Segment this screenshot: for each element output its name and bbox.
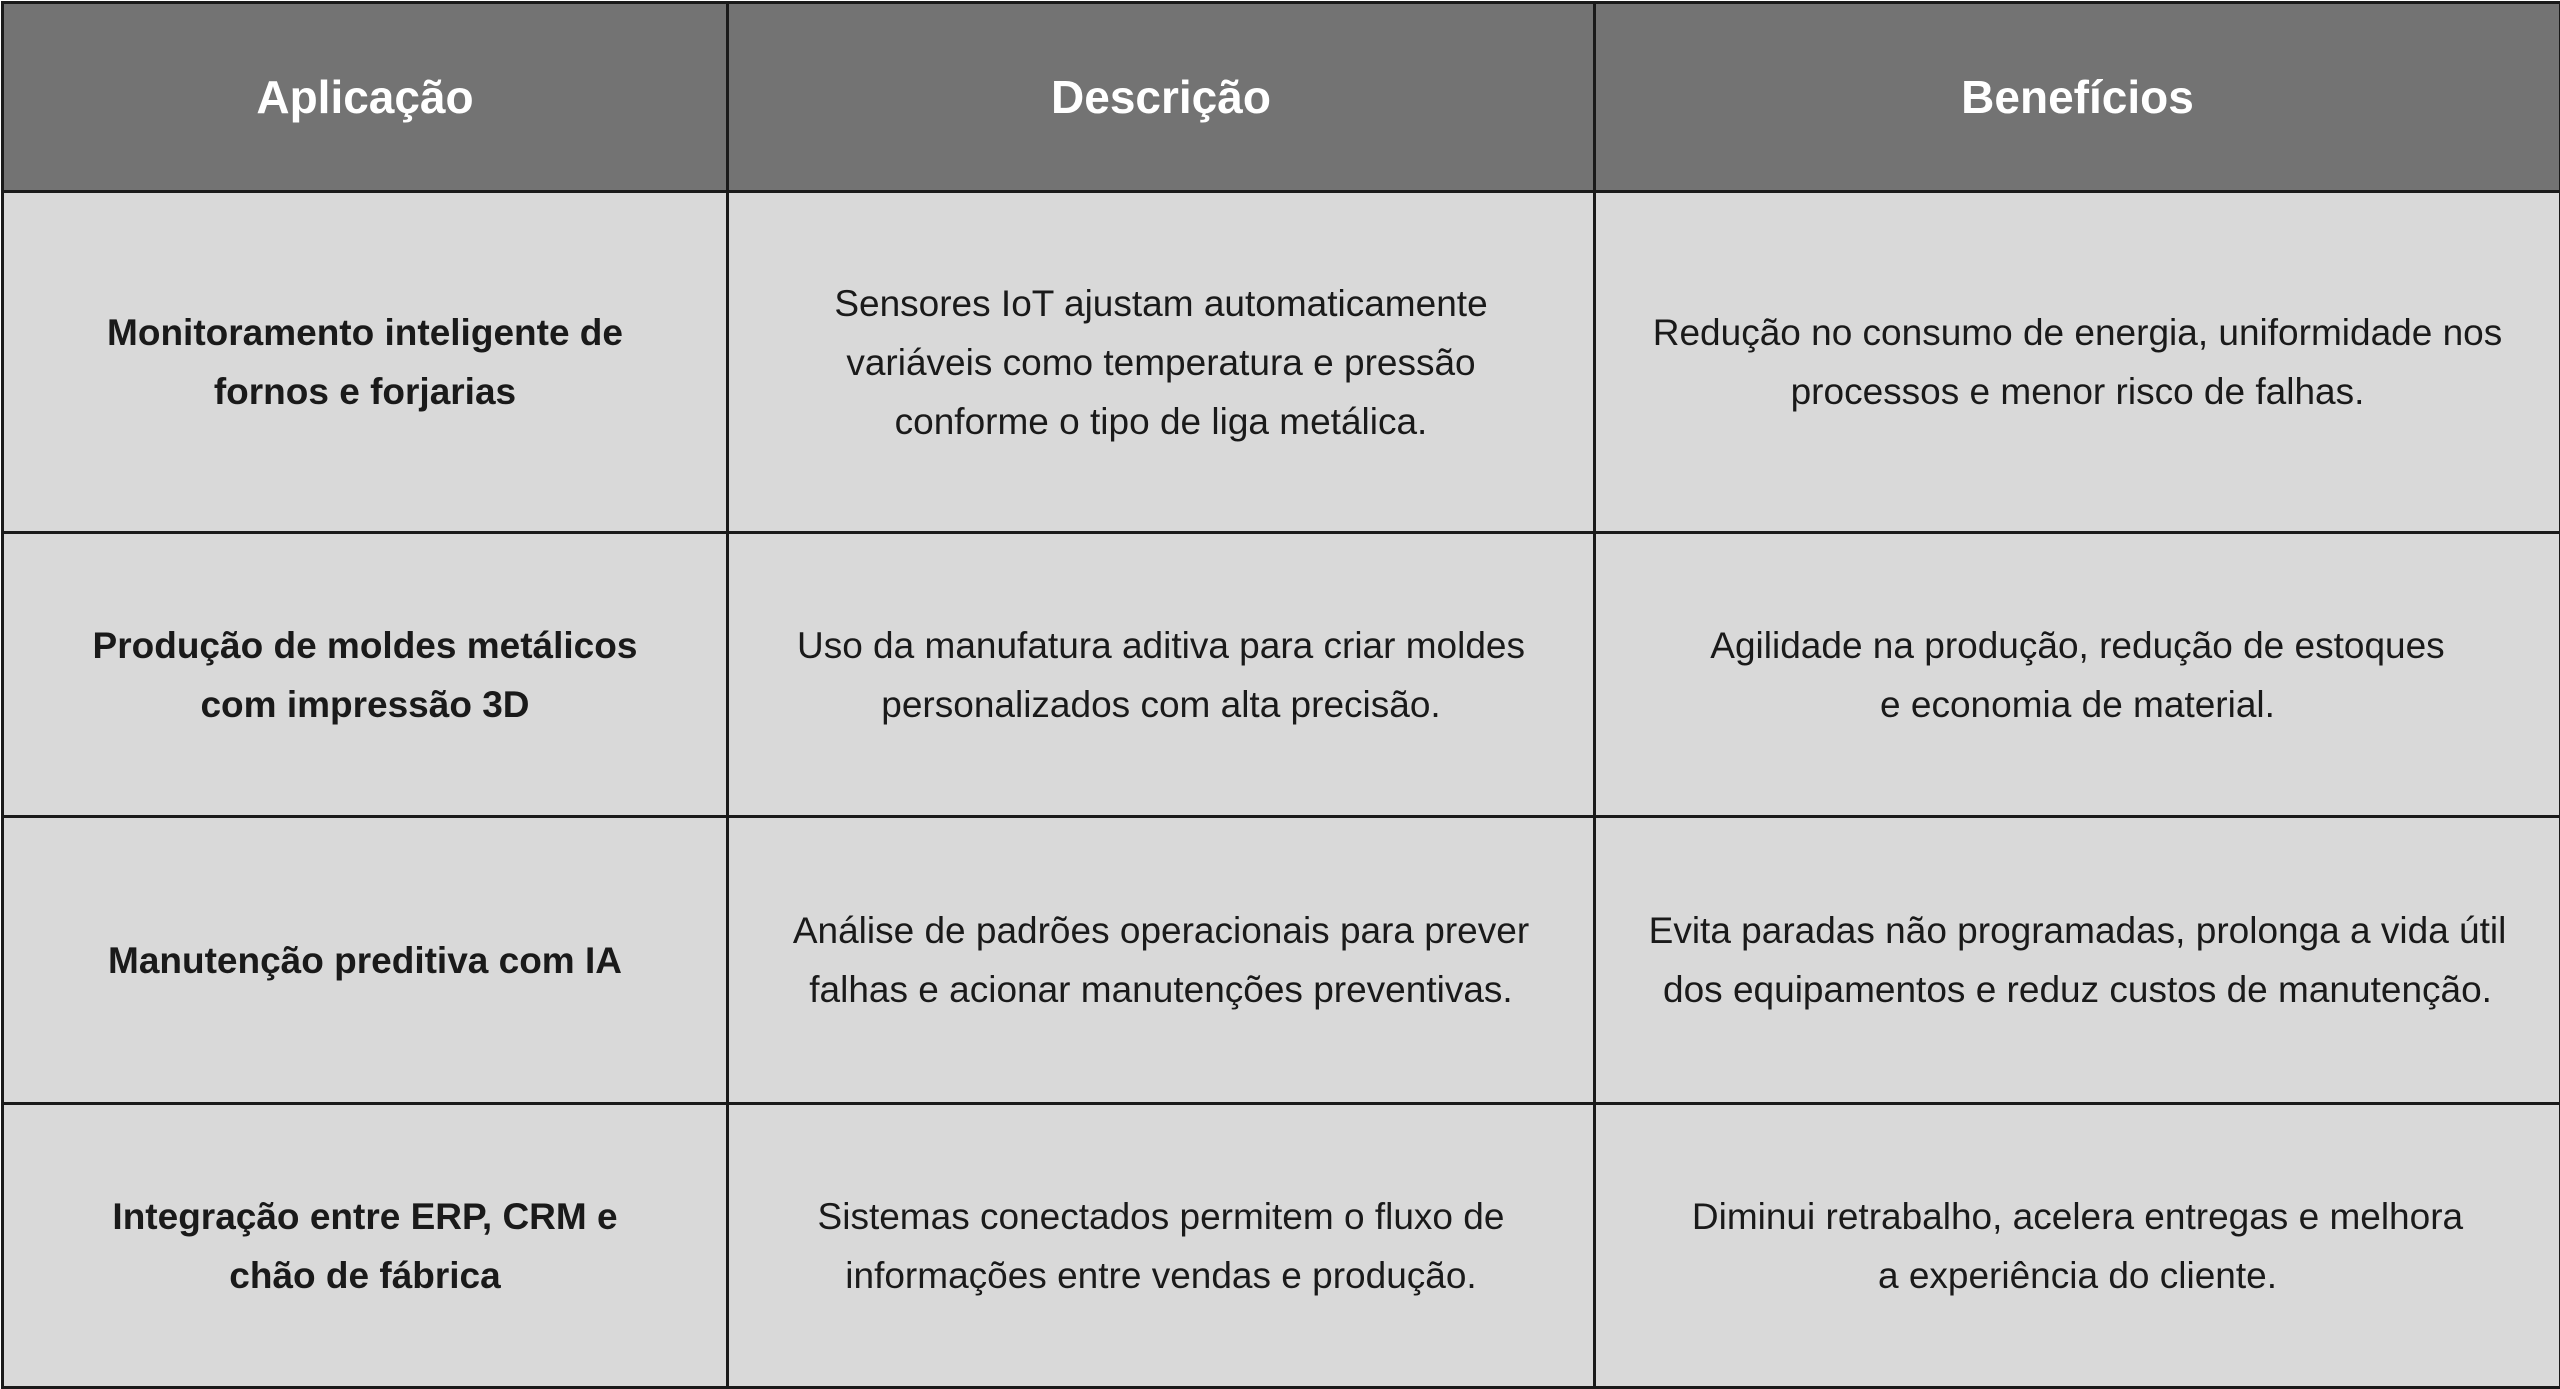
cell-aplicacao: Produção de moldes metálicos com impressão 3D <box>3 533 728 817</box>
cell-beneficios: Redução no consumo de energia, uniformidade nos processos e menor risco de falhas. <box>1595 192 2560 533</box>
header-descricao: Descrição <box>728 3 1595 192</box>
cell-aplicacao: Monitoramento inteligente de fornos e forjarias <box>3 192 728 533</box>
header-row <box>3 3 2560 192</box>
cell-descricao: Sistemas conectados permitem o fluxo de informações entre vendas e produção. <box>728 1104 1595 1388</box>
cell-beneficios: Agilidade na produção, redução de estoques e economia de material. <box>1595 533 2560 817</box>
cell-descricao: Uso da manufatura aditiva para criar moldes personalizados com alta precisão. <box>728 533 1595 817</box>
cell-descricao: Análise de padrões operacionais para prever falhas e acionar manutenções preventivas. <box>728 817 1595 1104</box>
applications-table <box>1 1 2560 1389</box>
cell-aplicacao: Integração entre ERP, CRM e chão de fábrica <box>3 1104 728 1388</box>
cell-descricao: Sensores IoT ajustam automaticamente variáveis como temperatura e pressão conforme o tipo de liga metálica. <box>728 192 1595 533</box>
table-row <box>3 533 2560 817</box>
table-row <box>3 817 2560 1104</box>
cell-beneficios: Diminui retrabalho, acelera entregas e melhora a experiência do cliente. <box>1595 1104 2560 1388</box>
cell-beneficios: Evita paradas não programadas, prolonga a vida útil dos equipamentos e reduz custos de manutenção. <box>1595 817 2560 1104</box>
table-row <box>3 192 2560 533</box>
header-beneficios: Benefícios <box>1595 3 2560 192</box>
table-row <box>3 1104 2560 1388</box>
cell-aplicacao: Manutenção preditiva com IA <box>3 817 728 1104</box>
header-aplicacao: Aplicação <box>3 3 728 192</box>
